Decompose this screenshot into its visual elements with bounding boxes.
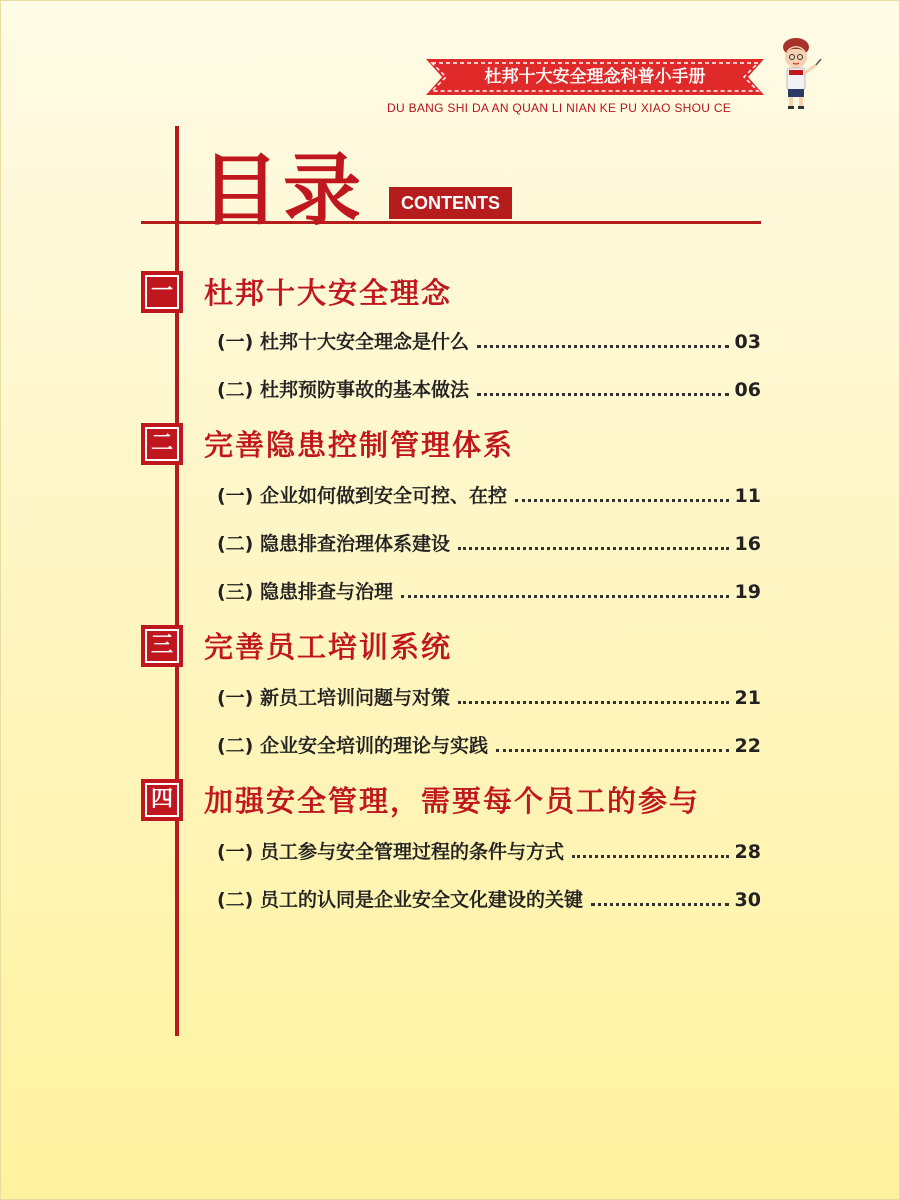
entry-page: 11: [734, 485, 761, 507]
banner-pinyin: DU BANG SHI DA AN QUAN LI NIAN KE PU XIAO SHOU CE: [387, 101, 732, 115]
entry-label: (二) 企业安全培训的理论与实践: [217, 735, 488, 757]
vertical-rule: [175, 126, 179, 1036]
toc-entry[interactable]: [217, 885, 761, 912]
section-number: 三: [145, 629, 179, 663]
toc-entry[interactable]: [217, 731, 761, 758]
section-number: 一: [145, 275, 179, 309]
toc-entry[interactable]: [217, 481, 761, 508]
entry-label: (一) 新员工培训问题与对策: [217, 687, 450, 709]
toc-entry[interactable]: [217, 577, 761, 604]
entry-page: 22: [734, 735, 761, 757]
entry-page: 03: [734, 331, 761, 353]
entry-page: 19: [734, 581, 761, 603]
entry-page: 21: [734, 687, 761, 709]
entry-label: (一) 员工参与安全管理过程的条件与方式: [217, 841, 564, 863]
toc-entry[interactable]: [217, 327, 761, 354]
section-badge-1: [141, 271, 183, 313]
dot-leader: [458, 547, 729, 550]
header-banner: [426, 59, 764, 95]
entry-page: 16: [734, 533, 761, 555]
mascot-illustration: [776, 37, 822, 111]
dot-leader: [401, 595, 729, 598]
dot-leader: [591, 903, 729, 906]
toc-entry[interactable]: [217, 375, 761, 402]
entry-label: (一) 企业如何做到安全可控、在控: [217, 485, 507, 507]
section-title-3: 完善员工培训系统: [204, 630, 453, 664]
entry-label: (二) 杜邦预防事故的基本做法: [217, 379, 469, 401]
section-number: 四: [145, 783, 179, 817]
entry-page: 06: [734, 379, 761, 401]
toc-entry[interactable]: [217, 529, 761, 556]
contents-label: CONTENTS: [389, 187, 512, 219]
banner-title: 杜邦十大安全理念科普小手册: [484, 67, 706, 87]
entry-label: (一) 杜邦十大安全理念是什么: [217, 331, 469, 353]
toc-entry[interactable]: [217, 683, 761, 710]
toc-title: 目录: [201, 146, 366, 236]
dot-leader: [477, 345, 729, 348]
entry-page: 30: [734, 889, 761, 911]
section-badge-3: [141, 625, 183, 667]
entry-label: (二) 隐患排查治理体系建设: [217, 533, 450, 555]
entry-page: 28: [734, 841, 761, 863]
section-badge-2: [141, 423, 183, 465]
dot-leader: [496, 749, 729, 752]
dot-leader: [477, 393, 729, 396]
entry-label: (二) 员工的认同是企业安全文化建设的关键: [217, 889, 583, 911]
section-title-1: 杜邦十大安全理念: [204, 276, 453, 310]
section-title-2: 完善隐患控制管理体系: [204, 428, 515, 462]
entry-label: (三) 隐患排查与治理: [217, 581, 393, 603]
section-number: 二: [145, 427, 179, 461]
dot-leader: [515, 499, 729, 502]
dot-leader: [458, 701, 729, 704]
dot-leader: [572, 855, 729, 858]
toc-entry[interactable]: [217, 837, 761, 864]
section-title-4: 加强安全管理，需要每个员工的参与: [204, 784, 701, 818]
section-badge-4: [141, 779, 183, 821]
